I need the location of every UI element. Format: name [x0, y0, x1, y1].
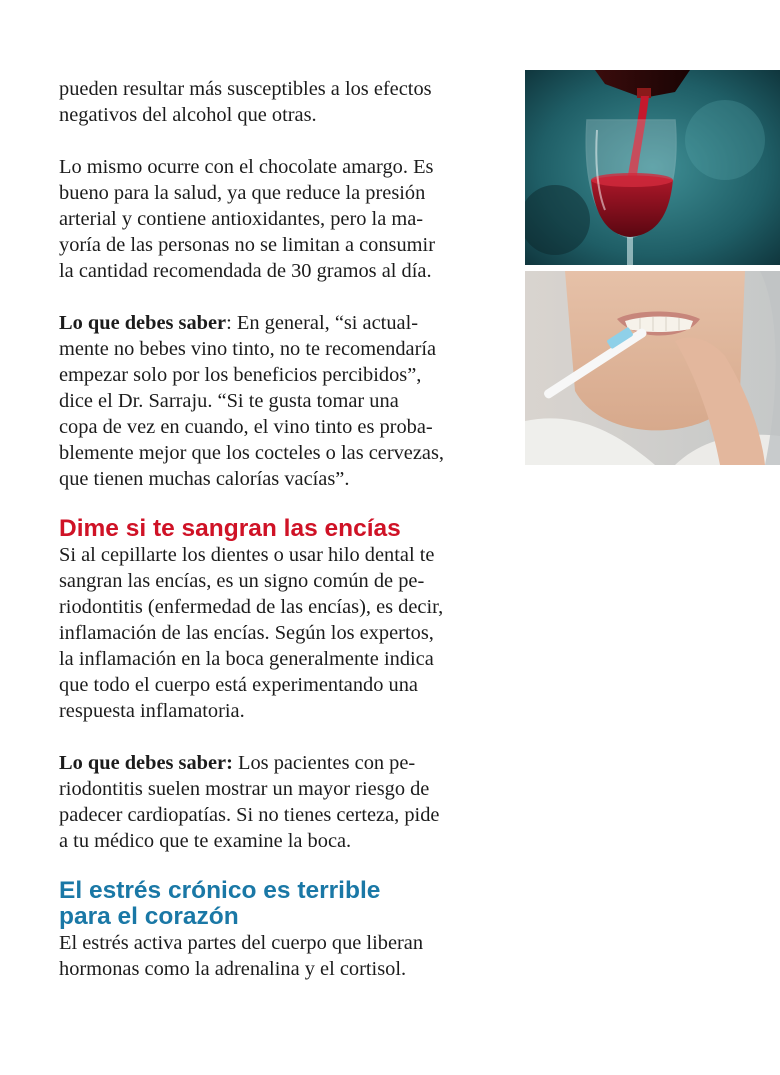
- heading-bleeding-gums: Dime si te sangran las encías: [59, 515, 401, 542]
- heading-chronic-stress: El estrés crónico es terrible para el corazón: [59, 877, 381, 930]
- paragraph-alcohol-susceptibility: pueden resultar más susceptibles a los efectos negativos del alcohol que otras.: [59, 78, 432, 126]
- paragraph-gums-advice: [59, 750, 507, 854]
- what-to-know-label: Lo que debes saber:: [59, 752, 233, 774]
- red-wine-photo: [525, 70, 780, 265]
- paragraph-wine-advice: [59, 310, 507, 492]
- paragraph-dark-chocolate: Lo mismo ocurre con el chocolate amargo. Es bueno para la salud, ya que reduce la presión arterial y contiene antioxidantes, pero la ma- yoría de las personas no se limitan a consumir la cantidad recomendada de 30 gramos al día.: [59, 156, 436, 282]
- paragraph-periodontitis: Si al cepillarte los dientes o usar hilo dental te sangran las encías, es un signo común de pe- riodontitis (enfermedad de las encías), es decir, inflamación de las encías. Según los expertos, la inflamación en la boca generalmente indica que todo el cuerpo está experimentando una respuesta inflamatoria.: [59, 544, 444, 722]
- what-to-know-label: Lo que debes saber: [59, 312, 227, 334]
- article-column: [59, 76, 507, 982]
- paragraph-stress-hormones: El estrés activa partes del cuerpo que liberan hormonas como la adrenalina y el cortisol.: [59, 932, 424, 980]
- brushing-teeth-photo: [525, 271, 780, 465]
- gums-advice-text: Los pacientes con pe- riodontitis suelen mostrar un mayor riesgo de padecer cardiopatías. Si no tienes certeza, pide a tu médico que te examine la boca.: [59, 752, 440, 852]
- wine-advice-text: : En general, “si actual- mente no bebes vino tinto, no te recomendaría empezar solo por los beneficios percibidos”, dice el Dr. Sarraju. “Si te gusta tomar una copa de vez en cuando, el vino tinto es proba- blemente mejor que los cocteles o las cervezas, que tienen muchas calorías vacías”.: [59, 312, 444, 490]
